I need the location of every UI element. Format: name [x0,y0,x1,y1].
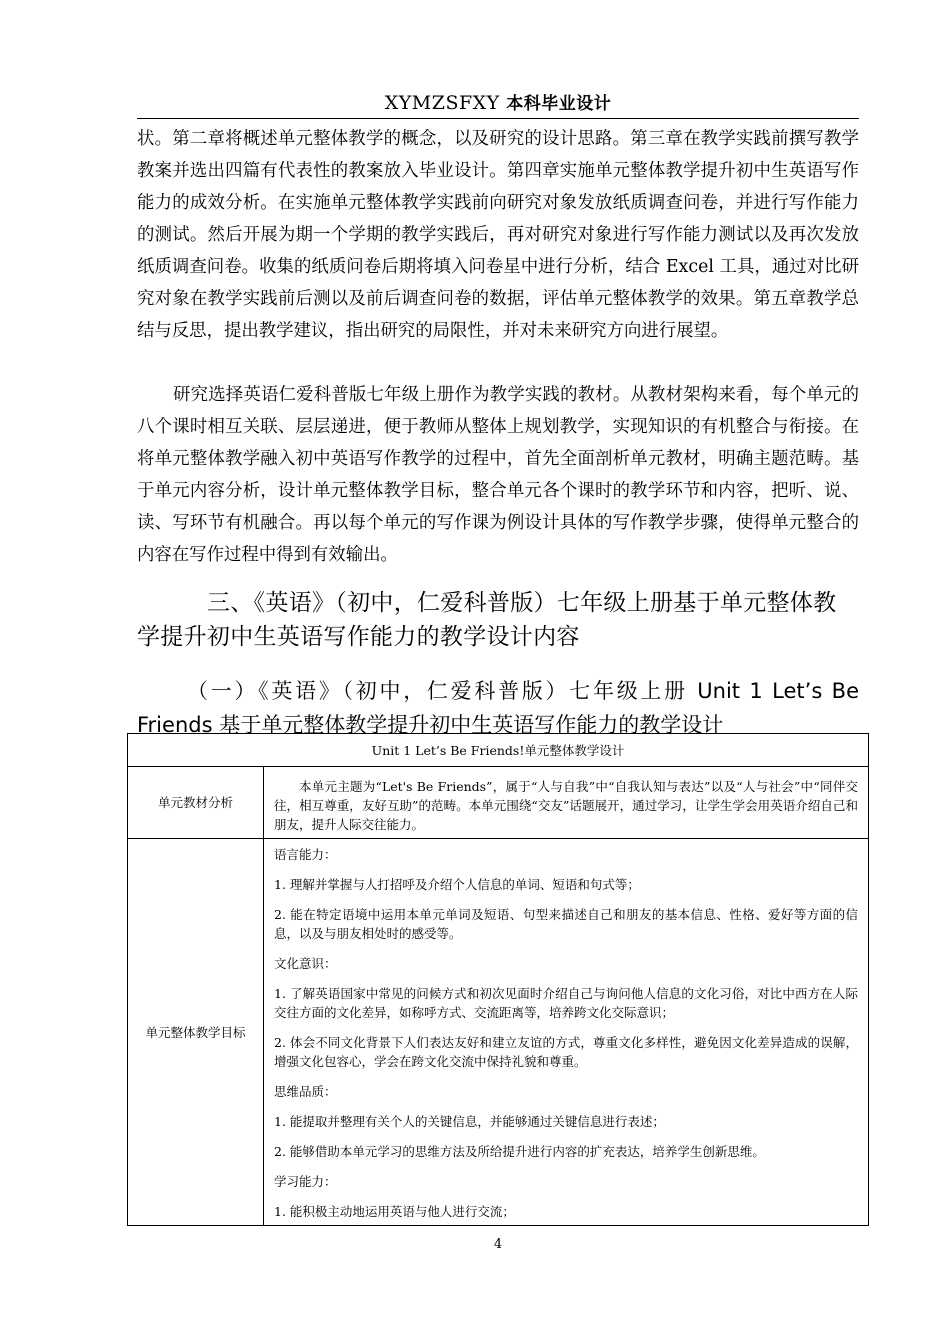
goal-item: 1. 了解英语国家中常见的问候方式和初次见面时介绍自己与询问他人信息的文化习俗，对比中西方在人际交往方面的文化差异，如称呼方式、交流距离等，培养跨文化交际意识； [274,986,858,1020]
table-row [128,839,869,1226]
row-label-material-analysis: 单元教材分析 [128,767,264,839]
header-code: XYMZSFXY [384,92,500,114]
body-paragraph-1: 状。第二章将概述单元整体教学的概念，以及研究的设计思路。第三章在教学实践前撰写教学教案并选出四篇有代表性的教案放入毕业设计。第四章实施单元整体教学提升初中生英语写作能力的成效分析。在实施单元整体教学实践前向研究对象发放纸质调查问卷，并进行写作能力的测试。然后开展为期一个学期的教学实践后，再对研究对象进行写作能力测试以及再次发放纸质调查问卷。收集的纸质问卷后期将填入问卷星中进行分析，结合 Excel 工具，通过对比研究对象在教学实践前后测以及前后调查问卷的数据，评估单元整体教学的效果。第五章教学总结与反思，提出教学建议，指出研究的局限性，并对未来研究方向进行展望。 [137,129,859,341]
goal-item: 2. 能在特定语境中运用本单元单词及短语、句型来描述自己和朋友的基本信息、性格、爱好等方面的信息，以及与朋友相处时的感受等。 [274,907,858,941]
table-row [128,767,869,839]
table-header-row [128,734,869,767]
goal-item: 2. 能够借助本单元学习的思维方法及所给提升进行内容的扩充表达，培养学生创新思维。 [274,1144,765,1159]
goal-item: 1. 能积极主动地运用英语与他人进行交流； [274,1204,515,1219]
section-heading: 三、《英语》（初中，仁爱科普版）七年级上册基于单元整体教学提升初中生英语写作能力的教学设计内容 [137,590,837,650]
header-title: 本科毕业设计 [506,94,612,114]
goal-heading-thinking: 思维品质： [274,1084,337,1099]
page-header [137,88,859,119]
row-label-teaching-goals: 单元整体教学目标 [128,839,264,1226]
goal-item: 1. 理解并掌握与人打招呼及介绍个人信息的单词、短语和句式等； [274,877,640,892]
goal-item: 1. 能提取并整理有关个人的关键信息，并能够通过关键信息进行表述； [274,1114,665,1129]
table-title: Unit 1 Let’s Be Friends!单元整体教学设计 [128,734,869,767]
material-analysis-text: 本单元主题为“Let's Be Friends”，属于“人与自我”中“自我认知与表达”以及“人与社会”中“同伴交往，相互尊重，友好互助”的范畴。本单元围绕“交友”话题展开，通过学习，让学生学会用英语介绍自己和朋友，提升人际交往能力。 [264,767,869,839]
teaching-goals-cell [264,839,869,1226]
unit-design-table [127,733,869,1226]
subsection-heading: （一）《英语》（初中，仁爱科普版）七年级上册 Unit 1 Let’s Be Friends 基于单元整体教学提升初中生英语写作能力的教学设计 [137,679,859,737]
page-number: 4 [493,1237,503,1252]
goal-heading-language: 语言能力： [274,847,337,862]
goal-item: 2. 体会不同文化背景下人们表达友好和建立友谊的方式，尊重文化多样性，避免因文化差异造成的误解，增强文化包容心，学会在跨文化交流中保持礼貌和尊重。 [274,1035,858,1069]
body-paragraph-2: 研究选择英语仁爱科普版七年级上册作为教学实践的教材。从教材架构来看，每个单元的八个课时相互关联、层层递进，便于教师从整体上规划教学，实现知识的有机整合与衔接。在将单元整体教学融入初中英语写作教学的过程中，首先全面剖析单元教材，明确主题范畴。基于单元内容分析，设计单元整体教学目标，整合单元各个课时的教学环节和内容，把听、说、读、写环节有机融合。再以每个单元的写作课为例设计具体的写作教学步骤，使得单元整合的内容在写作过程中得到有效输出。 [137,385,859,565]
goal-heading-culture: 文化意识： [274,956,337,971]
goal-heading-learning: 学习能力： [274,1174,337,1189]
